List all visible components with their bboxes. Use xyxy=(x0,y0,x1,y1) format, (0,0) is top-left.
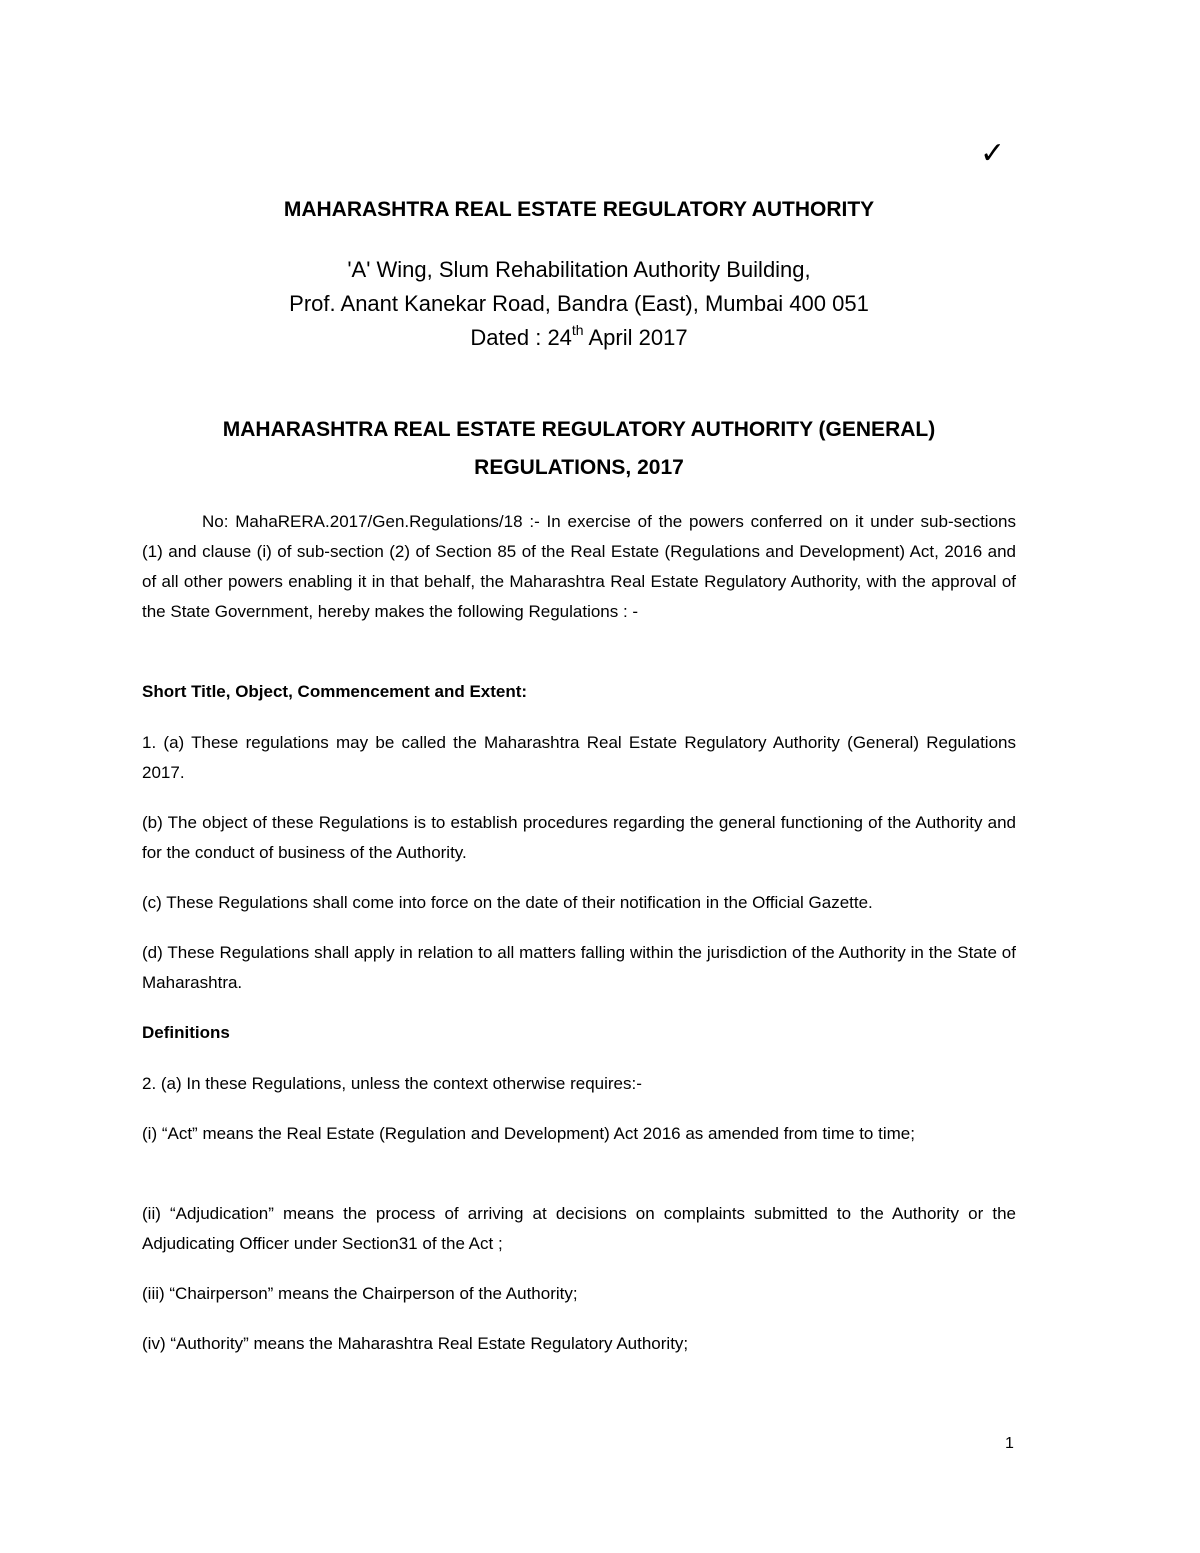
definition-i-label: (i) xyxy=(142,1124,158,1143)
dated-prefix: Dated : 24 xyxy=(470,325,572,350)
regulation-title-line-1: MAHARASHTRA REAL ESTATE REGULATORY AUTHORITY (GENERAL) xyxy=(222,418,936,441)
clause-1b xyxy=(142,808,1016,868)
clause-2a-label: 2. (a) xyxy=(142,1074,182,1093)
dated-ordinal: th xyxy=(571,322,584,338)
section-2-heading: Definitions xyxy=(142,1023,230,1042)
definition-iii xyxy=(142,1279,1016,1309)
definition-iv-label: (iv) xyxy=(142,1334,166,1353)
clause-1a-text: These regulations may be called the Maharashtra Real Estate Regulatory Authority (General) Regulations 2017. xyxy=(142,733,1016,782)
clause-1b-text: The object of these Regulations is to establish procedures regarding the general functioning of the Authority and for the conduct of business of the Authority. xyxy=(142,813,1016,862)
dated-suffix: April 2017 xyxy=(583,325,688,350)
section-1-heading: Short Title, Object, Commencement and Extent: xyxy=(142,682,528,701)
page-number: 1 xyxy=(1005,1435,1014,1452)
clause-1c-label: (c) xyxy=(142,893,162,912)
definition-iii-text: “Chairperson” means the Chairperson of the Authority; xyxy=(164,1284,578,1303)
clause-1b-label: (b) xyxy=(142,813,163,832)
definition-ii xyxy=(142,1199,1016,1259)
definition-iv xyxy=(142,1329,1016,1359)
address-line-1: 'A' Wing, Slum Rehabilitation Authority Building, xyxy=(347,257,811,282)
checkmark-icon: ✓ xyxy=(980,136,1006,171)
clause-1d-label: (d) xyxy=(142,943,163,962)
preamble-paragraph: No: MahaRERA.2017/Gen.Regulations/18 :- In exercise of the powers conferred on it under sub-sections (1) and clause (i) of sub-section (2) of Section 85 of the Real Estate (Regulations and Development) Act, 2016 and of all other powers enabling it in that behalf, the Maharashtra Real Estate Regulatory Authority, with the approval of the State Government, hereby makes the following Regulations : - xyxy=(142,512,1016,621)
dated-line xyxy=(0,322,1158,351)
definition-i xyxy=(142,1119,1016,1149)
clause-2a-text: In these Regulations, unless the context otherwise requires:- xyxy=(181,1074,642,1093)
address-line-2: Prof. Anant Kanekar Road, Bandra (East), Mumbai 400 051 xyxy=(289,291,869,316)
clause-1c-text: These Regulations shall come into force on the date of their notification in the Official Gazette. xyxy=(161,893,873,912)
definition-iv-text: “Authority” means the Maharashtra Real Estate Regulatory Authority; xyxy=(165,1334,689,1353)
definition-ii-label: (ii) xyxy=(142,1204,161,1223)
clause-1a-label: 1. (a) xyxy=(142,733,185,752)
definition-i-text: “Act” means the Real Estate (Regulation and Development) Act 2016 as amended from time to time; xyxy=(157,1124,915,1143)
clause-1a xyxy=(142,728,1016,788)
definition-ii-text: “Adjudication” means the process of arriving at decisions on complaints submitted to the Authority or the Adjudicating Officer under Section31 of the Act ; xyxy=(142,1204,1016,1253)
clause-1c xyxy=(142,888,1016,918)
definition-iii-label: (iii) xyxy=(142,1284,165,1303)
authority-title: MAHARASHTRA REAL ESTATE REGULATORY AUTHORITY xyxy=(283,198,875,221)
clause-1d xyxy=(142,938,1016,998)
clause-2a xyxy=(142,1069,1016,1099)
regulation-title-line-2: REGULATIONS, 2017 xyxy=(474,456,684,479)
clause-1d-text: These Regulations shall apply in relation to all matters falling within the jurisdiction of the Authority in the State of Maharashtra. xyxy=(142,943,1016,992)
